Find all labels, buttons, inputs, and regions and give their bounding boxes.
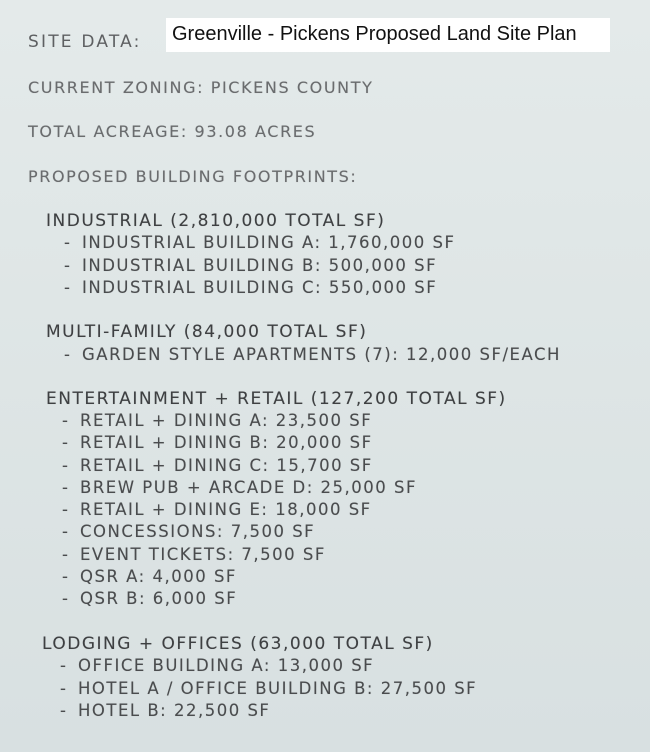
multifamily-heading: MULTI-FAMILY (84,000 TOTAL SF): [46, 322, 368, 342]
list-item: [60, 679, 477, 698]
current-zoning: CURRENT ZONING: PICKENS COUNTY: [28, 78, 374, 97]
item-text: OFFICE BUILDING A: 13,000 SF: [78, 656, 375, 675]
item-text: EVENT TICKETS: 7,500 SF: [80, 545, 326, 564]
item-text: RETAIL + DINING B: 20,000 SF: [80, 433, 373, 452]
dash: -: [60, 701, 68, 720]
total-acreage: TOTAL ACREAGE: 93.08 ACRES: [28, 122, 317, 141]
list-item: [62, 478, 417, 497]
item-text: HOTEL A / OFFICE BUILDING B: 27,500 SF: [78, 679, 478, 698]
dash: -: [62, 589, 70, 608]
dash: -: [62, 500, 70, 519]
item-text: RETAIL + DINING E: 18,000 SF: [80, 500, 372, 519]
list-item: [62, 500, 372, 519]
list-item: [62, 567, 237, 586]
dash: -: [62, 567, 70, 586]
dash: -: [62, 411, 70, 430]
list-item: [62, 545, 326, 564]
dash: -: [62, 478, 70, 497]
list-item: [62, 522, 315, 541]
dash: -: [62, 545, 70, 564]
item-text: INDUSTRIAL BUILDING A: 1,760,000 SF: [82, 233, 456, 252]
dash: -: [62, 456, 70, 475]
item-text: CONCESSIONS: 7,500 SF: [80, 522, 316, 541]
dash: -: [62, 433, 70, 452]
dash: -: [60, 656, 68, 675]
dash: -: [60, 679, 68, 698]
dash: -: [64, 278, 72, 297]
list-item: [62, 456, 373, 475]
list-item: [60, 701, 270, 720]
dash: -: [64, 345, 72, 364]
item-text: INDUSTRIAL BUILDING B: 500,000 SF: [82, 256, 438, 275]
list-item: [64, 345, 561, 364]
item-text: HOTEL B: 22,500 SF: [78, 701, 271, 720]
list-item: [62, 433, 373, 452]
proposed-footprints-heading: PROPOSED BUILDING FOOTPRINTS:: [28, 167, 358, 186]
lodging-heading: LODGING + OFFICES (63,000 TOTAL SF): [42, 634, 434, 654]
title-overlay: Greenville - Pickens Proposed Land Site Plan: [166, 18, 610, 52]
item-text: RETAIL + DINING C: 15,700 SF: [80, 456, 373, 475]
item-text: INDUSTRIAL BUILDING C: 550,000 SF: [82, 278, 438, 297]
list-item: [64, 256, 437, 275]
site-data-label: SITE DATA:: [28, 32, 142, 52]
item-text: BREW PUB + ARCADE D: 25,000 SF: [80, 478, 417, 497]
dash: -: [62, 522, 70, 541]
list-item: [64, 233, 456, 252]
item-text: RETAIL + DINING A: 23,500 SF: [80, 411, 373, 430]
dash: -: [64, 233, 72, 252]
entertainment-heading: ENTERTAINMENT + RETAIL (127,200 TOTAL SF): [46, 389, 507, 409]
list-item: [64, 278, 437, 297]
dash: -: [64, 256, 72, 275]
item-text: QSR B: 6,000 SF: [80, 589, 238, 608]
list-item: [60, 656, 374, 675]
item-text: GARDEN STYLE APARTMENTS (7): 12,000 SF/EACH: [82, 345, 561, 364]
item-text: QSR A: 4,000 SF: [80, 567, 237, 586]
list-item: [62, 589, 237, 608]
list-item: [62, 411, 372, 430]
industrial-heading: INDUSTRIAL (2,810,000 TOTAL SF): [46, 211, 386, 231]
